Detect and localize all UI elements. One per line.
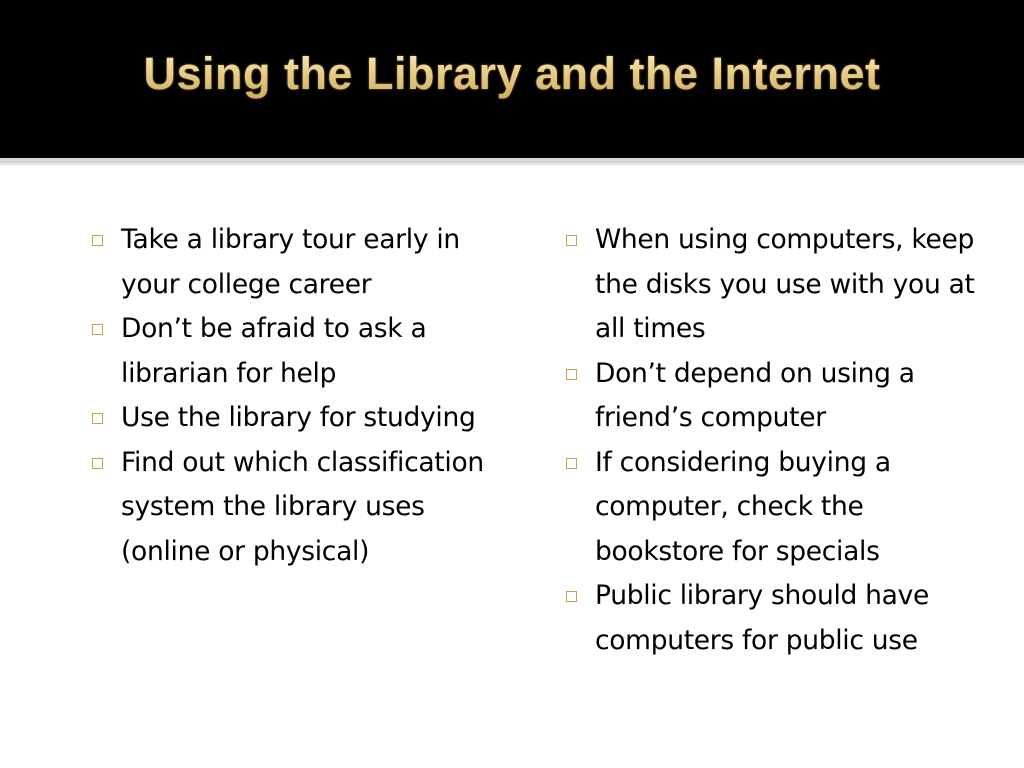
list-item-text: Find out which classification system the library uses (online or physical): [121, 446, 484, 567]
hollow-square-icon: [566, 591, 577, 602]
list-item-text: Take a library tour early in your college career: [121, 224, 460, 300]
list-item: [92, 396, 492, 441]
list-item: [566, 352, 976, 441]
list-item: [92, 307, 492, 396]
hollow-square-icon: [92, 458, 103, 469]
list-item: [92, 441, 492, 575]
list-item-text: When using computers, keep the disks you use with you at all times: [595, 224, 975, 344]
slide-title: Using the Library and the Internet: [0, 44, 1024, 104]
list-item: [92, 218, 492, 307]
hollow-square-icon: [92, 235, 103, 246]
left-bullet-list: [92, 218, 492, 574]
list-item-text: Use the library for studying: [121, 402, 476, 433]
right-bullet-list: [566, 218, 976, 663]
list-item: [566, 218, 976, 352]
list-item-text: Public library should have computers for public use: [595, 580, 929, 656]
list-item-text: If considering buying a computer, check the bookstore for specials: [595, 446, 891, 567]
list-item: [566, 441, 976, 575]
hollow-square-icon: [566, 235, 577, 246]
list-item-text: Don’t be afraid to ask a librarian for help: [121, 313, 427, 389]
hollow-square-icon: [566, 458, 577, 469]
hollow-square-icon: [92, 324, 103, 335]
title-bar: [0, 0, 1024, 158]
hollow-square-icon: [92, 413, 103, 424]
title-divider-shadow: [0, 161, 1024, 167]
list-item-text: Don’t depend on using a friend’s computer: [595, 357, 915, 433]
hollow-square-icon: [566, 369, 577, 380]
list-item: [566, 574, 976, 663]
